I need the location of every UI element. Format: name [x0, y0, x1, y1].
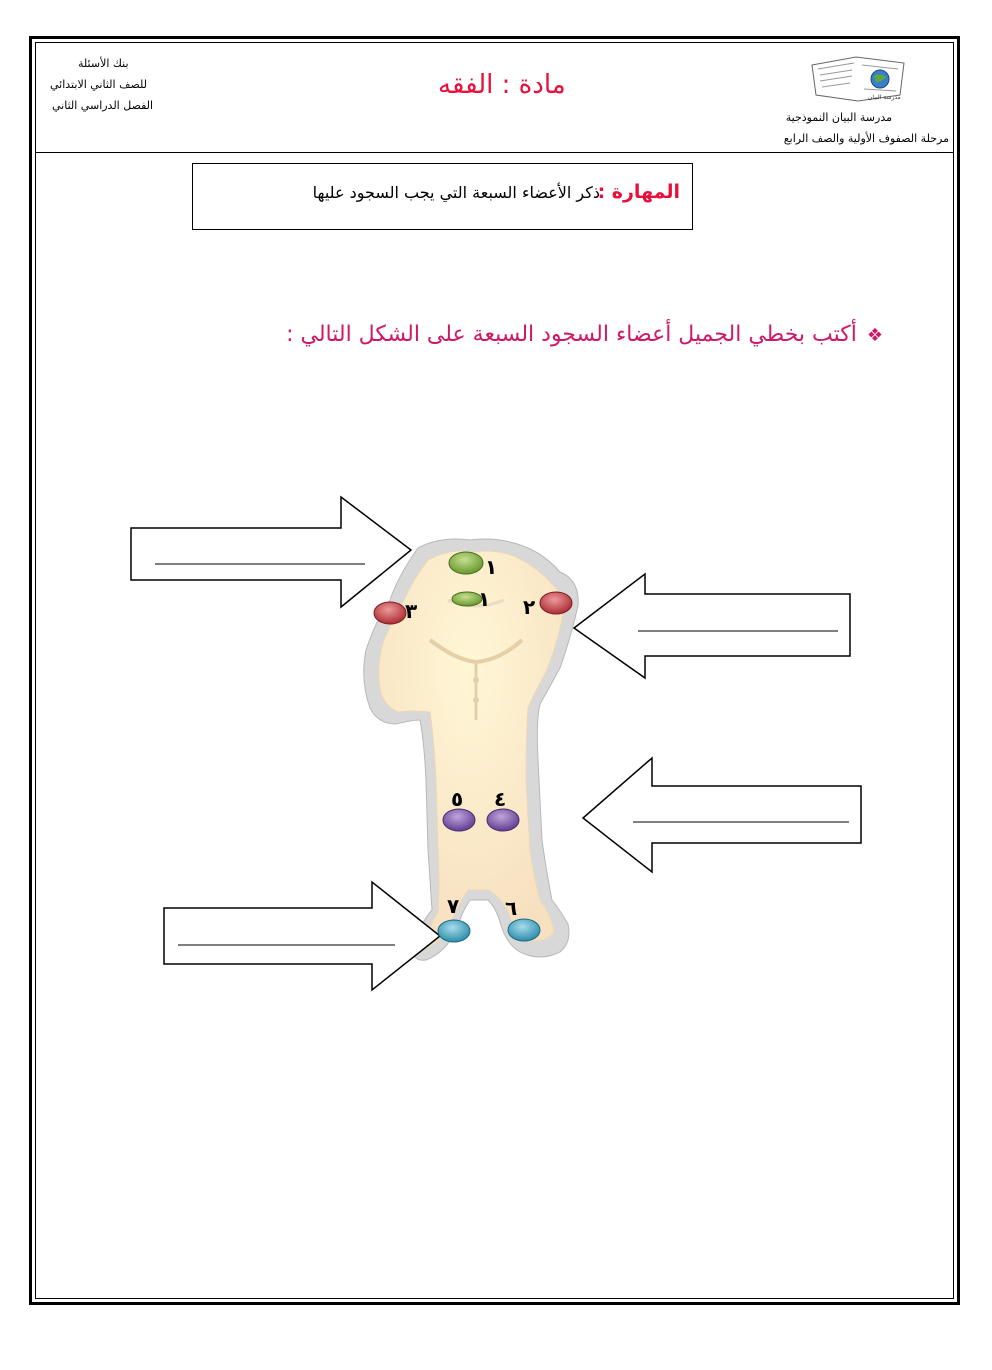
label-num-2: ٢	[523, 595, 536, 619]
label-num-4: ٤	[494, 787, 507, 811]
school-stage: مرحلة الصفوف الأولية والصف الرابع	[783, 132, 949, 145]
left-hand-marker	[374, 602, 406, 624]
right-foot-marker	[508, 919, 540, 941]
arrow-middle-right	[583, 758, 861, 872]
label-num-3: ٣	[405, 599, 418, 623]
arrow-bottom-left	[164, 882, 440, 990]
header-line-grade: للصف الثاني الابتدائي	[50, 78, 147, 91]
label-num-6: ٦	[505, 896, 518, 920]
skill-label: المهارة :	[597, 181, 680, 203]
diamond-bullet-icon: ❖	[866, 325, 883, 346]
forehead-marker	[449, 552, 483, 574]
header-line-term: الفصل الدراسي الثاني	[52, 99, 154, 112]
school-name: مدرسة البيان النموذجية	[785, 111, 892, 124]
arrow-top-left	[131, 497, 411, 607]
label-num-5: ٥	[451, 787, 464, 811]
right-knee-marker	[487, 809, 519, 831]
left-foot-marker	[438, 920, 470, 942]
label-num-7: ٧	[447, 894, 460, 918]
header-line-bank: بنك الأسئلة	[78, 57, 129, 70]
page-title: مادة : الفقه	[438, 70, 566, 100]
left-knee-marker	[443, 809, 475, 831]
skill-text: ذكر الأعضاء السبعة التي يجب السجود عليها	[312, 183, 600, 202]
question-text: أكتب بخطي الجميل أعضاء السجود السبعة على الشكل التالي :	[286, 322, 857, 347]
arrow-top-right	[574, 574, 850, 678]
label-num-1b: ١	[478, 587, 491, 611]
label-num-1a: ١	[485, 555, 498, 579]
svg-text:مدرسة البيان: مدرسة البيان	[868, 94, 901, 101]
right-hand-marker	[540, 592, 572, 614]
